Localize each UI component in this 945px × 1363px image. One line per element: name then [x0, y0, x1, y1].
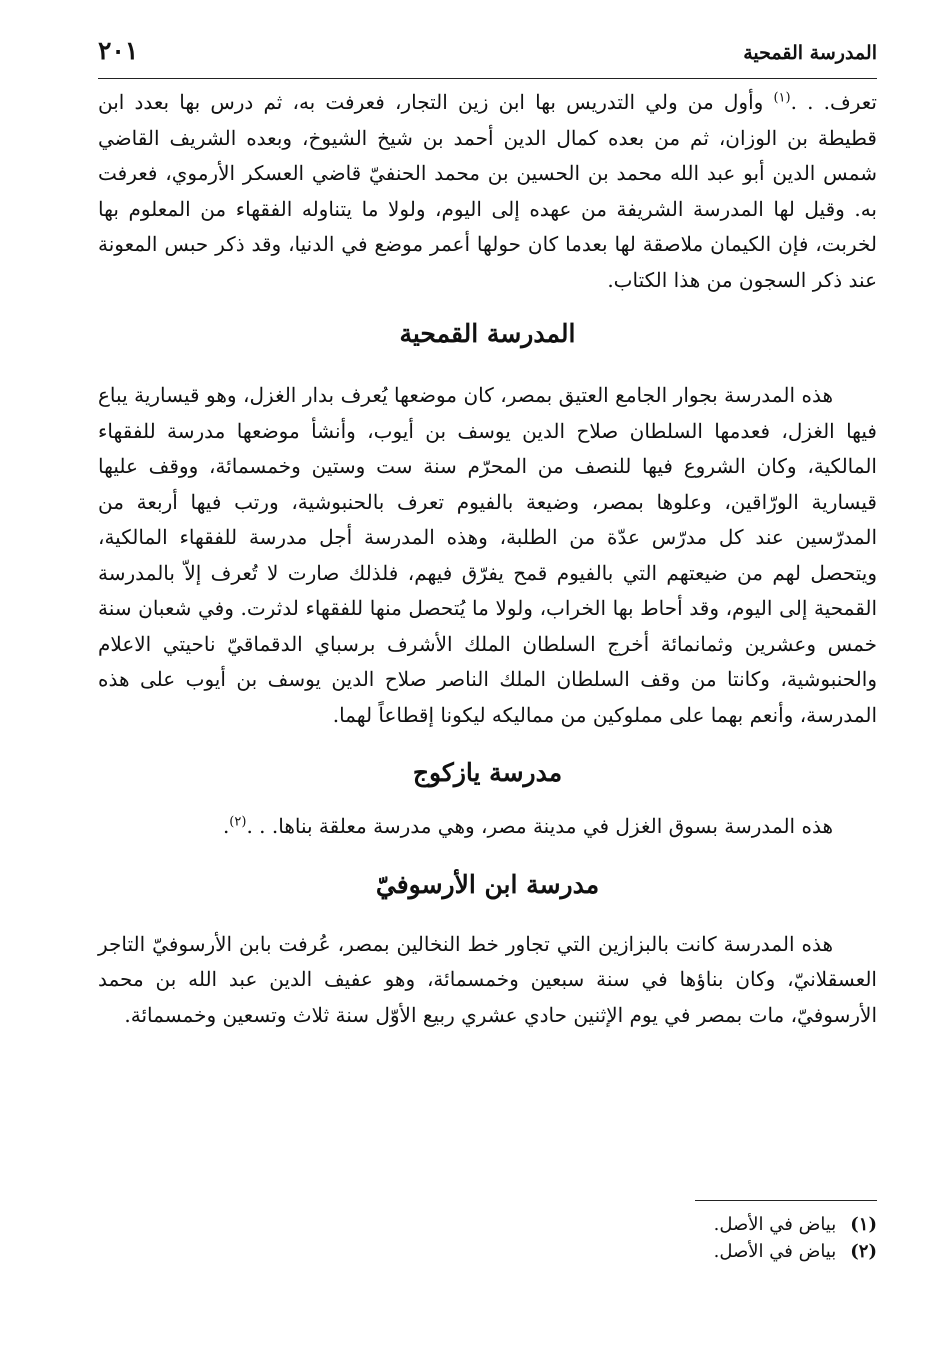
paragraph-text: وأول من ولي التدريس بها ابن زين التجار، فعرفت به، ثم درس بها بعدد ابن قطيطة بن الوزان، ثم من بعده كمال الدين أحمد بن شيخ الشيوخ، وبعده الشريف القاضي شمس الدين أبو عبد الله محمد بن الحسين بن محمد الحنفيّ قاضي العسكر الأرموي، فعرفت به. وقيل لها المدرسة الشريفة من عهده إلى اليوم، ولولا ما يتناوله الفقهاء من المعلوم بها لخربت، فإن الكيمان ملاصقة لها بعدما كان حولها أعمر موضع في الدنيا، وقد ذكر حبس المعونة عند ذكر السجون من هذا الكتاب. [98, 90, 877, 292]
paragraph-text: تعرف. . . [790, 90, 877, 114]
footnote-text: بياض في الأصل. [713, 1241, 837, 1262]
paragraph-qamhiya: هذه المدرسة بجوار الجامع العتيق بمصر، كان موضعها يُعرف بدار الغزل، وهو قيسارية يباع فيها الغزل، فعدمها السلطان صلاح الدين يوسف بن أيوب، وأنشأ موضعها مدرسة للفقهاء المالكية، وكان الشروع فيها للنصف من المحرّم سنة ست وستين وخمسمائة، ووقف عليها قيسارية الورّاقين، وعلوها بمصر، وضيعة بالفيوم تعرف بالحنبوشية، ورتب فيها أربعة من المدرّسين عند كل مدرّس عدّة من الطلبة، وهذه المدرسة أجل مدرسة للفقهاء المالكية، ويتحصل لهم من ضيعتهم التي بالفيوم قمح يفرّق فيهم، فلذلك صارت لا تُعرف إلاّ بالمدرسة القمحية إلى اليوم، وقد أحاط بها الخراب، ولولا ما يُتحصل منها للفقهاء لدثرت. وفي شعبان سنة خمس وعشرين وثمانمائة أخرج السلطان الملك الأشرف برسباي الدقماقيّ ناحيتي الاعلام والحنبوشية، وكانتا من وقف السلطان الملك الناصر صلاح الدين يوسف بن أيوب على هذه المدرسة، وأنعم بهما على مملوكين من مماليكه ليكونا إقطاعاً لهما. [98, 383, 877, 727]
footnote-number: (٢) [850, 1241, 877, 1262]
section-heading-yazkuj: مدرسة يازكوج [412, 758, 563, 787]
paragraph-text: هذه المدرسة بسوق الغزل في مدينة مصر، وهي مدرسة معلقة بناها. . . [246, 814, 833, 838]
running-title: المدرسة القمحية [743, 42, 877, 64]
running-header [98, 34, 877, 79]
footnote-text: بياض في الأصل. [713, 1214, 837, 1235]
section-heading-qamhiya: المدرسة القمحية [399, 319, 576, 348]
footnote-item [714, 1238, 877, 1265]
paragraph-yazkuj [98, 809, 877, 845]
footnote-divider [695, 1200, 877, 1201]
book-page [98, 34, 877, 1363]
page-number: ٢٠١ [98, 36, 139, 65]
footnote-number: (١) [850, 1214, 877, 1235]
page-body [98, 85, 877, 1033]
footnote-item [714, 1211, 877, 1238]
footnotes [714, 1211, 877, 1265]
paragraph-text: . [222, 814, 230, 838]
paragraph-arsufi: هذه المدرسة كانت بالبزازين التي تجاور خط النخالين بمصر، عُرفت بابن الأرسوفيّ التاجر العسقلانيّ، وكان بناؤها في سنة سبعين وخمسمائة، وهو عفيف الدين عبد الله بن محمد الأرسوفيّ، مات بمصر في يوم الإثنين حادي عشري ربيع الأوّل سنة ثلاث وتسعين وخمسمائة. [98, 931, 877, 1027]
footnote-reference-1: (١) [773, 90, 791, 106]
section-heading-arsufi: مدرسة ابن الأرسوفيّ [375, 869, 600, 899]
footnote-reference-2: (٢) [229, 814, 247, 830]
paragraph-continuation [98, 85, 877, 298]
